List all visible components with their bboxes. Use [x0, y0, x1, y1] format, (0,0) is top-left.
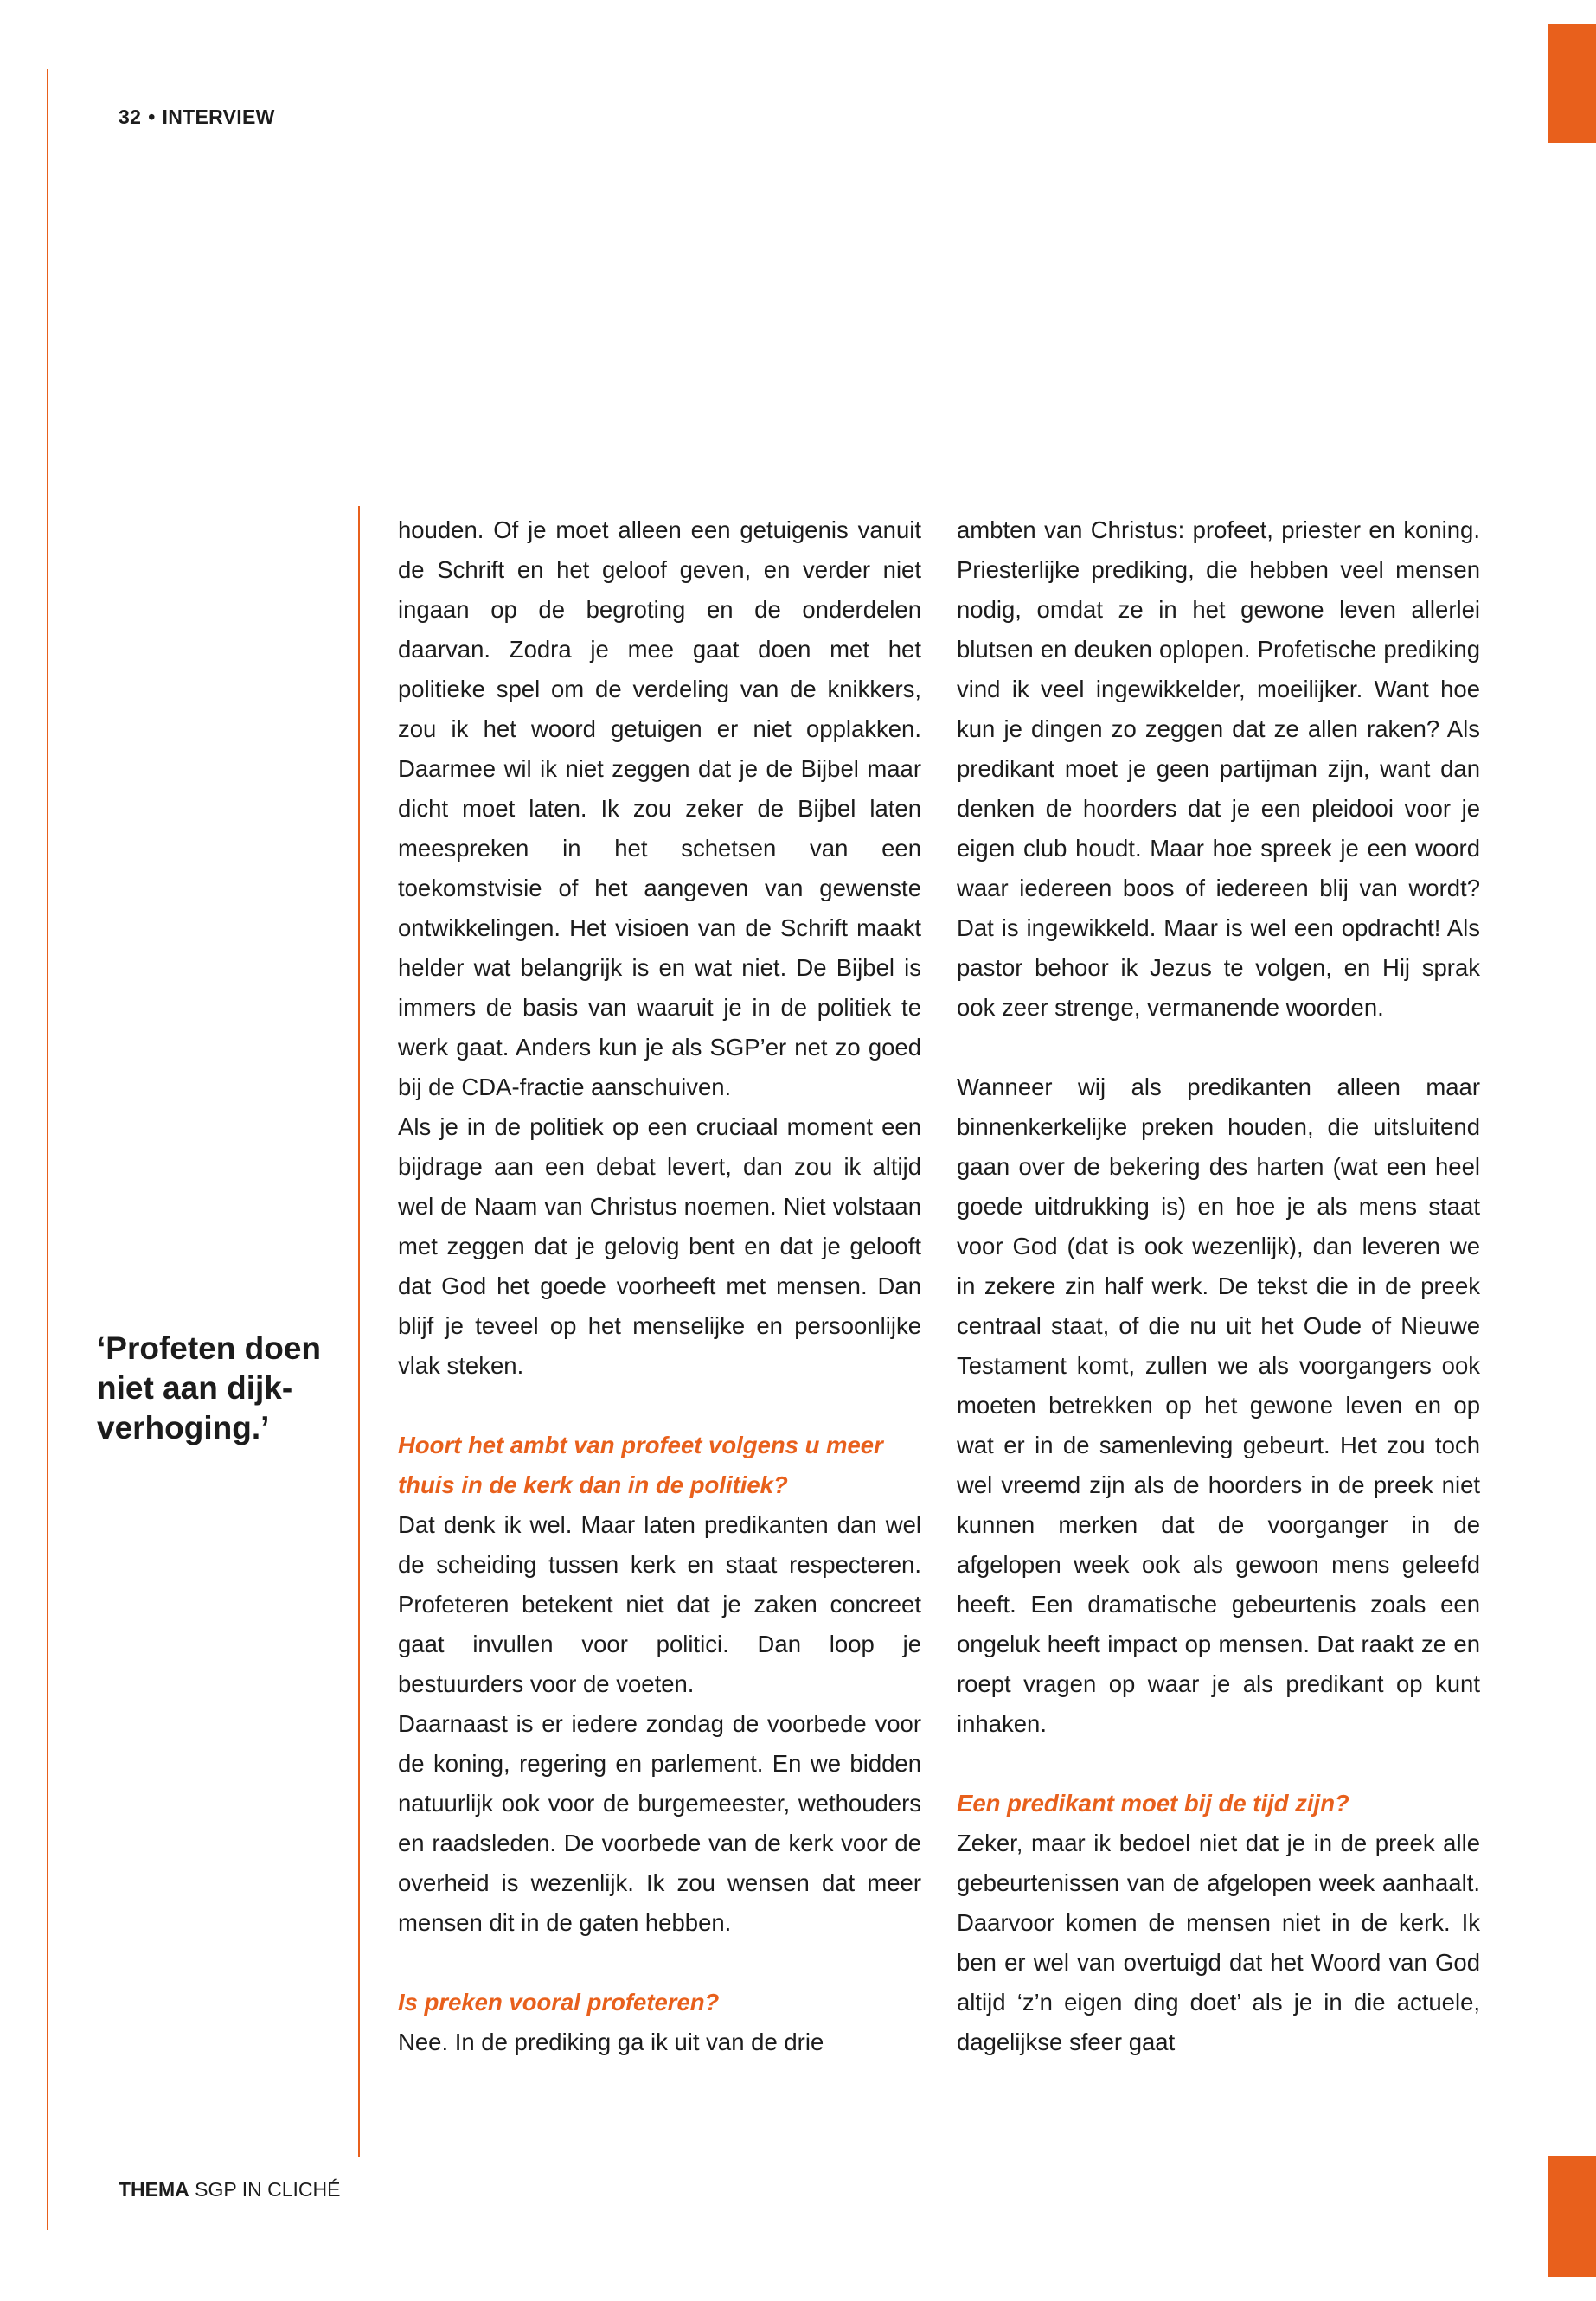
paragraph: Dat denk ik wel. Maar laten predikanten dan wel de scheiding tussen kerk en staat respecteren. Profeteren betekent niet dat je zaken concreet gaat invullen voor politici. Dan loop je bestuurders voor de voeten. — [398, 1511, 921, 1697]
footer-title: SGP IN CLICHÉ — [195, 2178, 341, 2201]
interview-question: Hoort het ambt van profeet volgens u meer thuis in de kerk dan in de politiek? — [398, 1432, 883, 1498]
page-margin-rule — [47, 69, 48, 2230]
header-separator: • — [148, 106, 156, 128]
pull-quote: ‘Profeten doen niet aan dijkverhoging.’ — [97, 1330, 322, 1445]
paragraph: Zeker, maar ik bedoel niet dat je in de preek alle gebeurtenissen van de afgelopen week aanhaalt. Daarvoor komen de mensen niet in de kerk. Ik ben er wel van overtuigd dat het Woord van God altijd ‘z’n eigen ding doet’ als je in die actuele, dagelijkse sfeer gaat — [957, 1830, 1480, 2055]
paragraph: Wanneer wij als predikanten alleen maar binnenkerkelijke preken houden, die uitsluitend gaan over de bekering des harten (wat een heel goede uitdrukking is) en hoe je als mens staat voor God (dat is ook wezenlijk), dan leveren we in zekere zin half werk. De tekst die in de preek centraal staat, of die nu uit het Oude of Nieuwe Testament komt, zullen we als voorgangers ook moeten betrekken op het gewone leven en op wat er in de samenleving gebeurt. Het zou toch wel vreemd zijn als de hoorders in de preek niet kunnen merken dat de voorganger in de afgelopen week ook als gewoon mens geleefd heeft. Een dramatische gebeurtenis zoals een ongeluk heeft impact op mensen. Dat raakt ze en roept vragen op waar je als predikant op kunt inhaken. — [957, 1074, 1480, 1737]
pull-quote-rule — [358, 506, 360, 2157]
paragraph: houden. Of je moet alleen een getuigenis vanuit de Schrift en het geloof geven, en verder niet ingaan op de begroting en de onderdelen daarvan. Zodra je mee gaat doen met het politieke spel om de verdeling van de knikkers, zou ik het woord getuigen er niet opplakken. Daarmee wil ik niet zeggen dat je de Bijbel maar dicht moet laten. Ik zou zeker de Bijbel laten meespreken in het schetsen van een toekomstvisie of het aangeven van gewenste ontwikkelingen. Het visioen van de Schrift maakt helder wat belangrijk is en wat niet. De Bijbel is immers de basis van waaruit je in de politiek te werk gaat. Anders kun je als SGP’er net zo goed bij de CDA-fractie aanschuiven. — [398, 516, 921, 1100]
section-label: INTERVIEW — [162, 106, 275, 128]
article-column-2 — [957, 510, 1480, 2062]
interview-question: Een predikant moet bij de tijd zijn? — [957, 1790, 1349, 1817]
page-number: 32 — [119, 106, 142, 128]
page-footer — [119, 2178, 340, 2202]
paragraph: Daarnaast is er iedere zondag de voorbede voor de koning, regering en parlement. En we bidden natuurlijk ook voor de burgemeester, wethouders en raadsleden. De voorbede van de kerk voor de overheid is wezenlijk. Ik zou wensen dat meer mensen dit in de gaten hebben. — [398, 1710, 921, 1936]
paragraph: ambten van Christus: profeet, priester en koning. Priesterlijke prediking, die hebben veel mensen nodig, omdat ze in het gewone leven allerlei blutsen en deuken oplopen. Profetische prediking vind ik veel ingewikkelder, moeilijker. Want hoe kun je dingen zo zeggen dat ze allen raken? Als predikant moet je geen partijman zijn, want dan denken de hoorders dat je een pleidooi voor je eigen club houdt. Maar hoe spreek je een woord waar iedereen boos of iedereen blij van wordt? Dat is ingewikkeld. Maar is wel een opdracht! Als pastor behoor ik Jezus te volgen, en Hij sprak ook zeer strenge, vermanende woorden. — [957, 516, 1480, 1021]
running-header — [119, 106, 275, 129]
article-column-1 — [398, 510, 921, 2062]
orange-edge-tab-bottom — [1548, 2156, 1596, 2277]
footer-brand: THEMA — [119, 2178, 189, 2201]
orange-edge-tab-top — [1548, 24, 1596, 143]
paragraph: Als je in de politiek op een cruciaal moment een bijdrage aan een debat levert, dan zou ik altijd wel de Naam van Christus noemen. Niet volstaan met zeggen dat je gelovig bent en dat je gelooft dat God het goede voorheeft met mensen. Dan blijf je teveel op het menselijke en persoonlijke vlak steken. — [398, 1113, 921, 1379]
interview-question: Is preken vooral profeteren? — [398, 1989, 720, 2016]
paragraph: Nee. In de prediking ga ik uit van de drie — [398, 2029, 824, 2055]
